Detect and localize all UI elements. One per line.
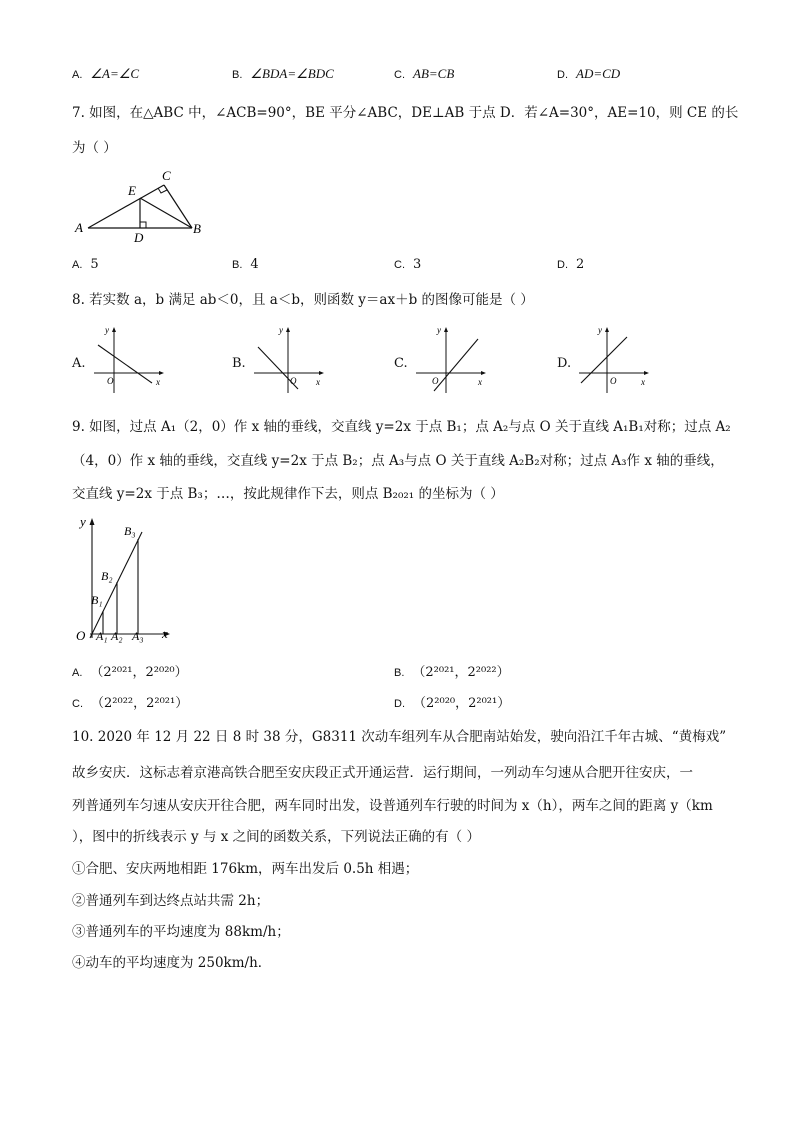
svg-text:x: x bbox=[478, 377, 482, 387]
right-angle-mark-c bbox=[158, 188, 167, 193]
graph-line bbox=[434, 339, 478, 391]
option-label: C. bbox=[394, 69, 405, 81]
q7-text-line1: 7. 如图，在△ABC 中，∠ACB=90°，BE 平分∠ABC，DE⊥AB 于点 D．若∠A=30°，AE=10，则 CE 的长 bbox=[72, 105, 739, 121]
svg-text:x: x bbox=[156, 377, 160, 387]
q9-text-line3: 交直线 y=2x 于点 B₃；…，按此规律作下去，则点 B₂₀₂₁ 的坐标为（ ） bbox=[72, 486, 504, 502]
right-angle-mark-d bbox=[140, 222, 146, 228]
q6-option-b bbox=[232, 66, 334, 82]
option-label: D. bbox=[557, 259, 568, 271]
option-text: ∠BDA=∠BDC bbox=[250, 66, 334, 81]
label-d: D bbox=[134, 230, 144, 245]
q8-option-a-label: A. bbox=[72, 356, 86, 371]
q10-statement-2: ②普通列车到达终点站共需 2h； bbox=[72, 893, 270, 909]
line-y-2x bbox=[90, 532, 142, 638]
label-b1: B₁ bbox=[91, 593, 103, 607]
option-text: （2²⁰²¹，2²⁰²²） bbox=[412, 665, 510, 680]
q8-text-line1: 8. 若实数 a，b 满足 ab＜0，且 a＜b，则函数 y＝ax＋b 的图像可能是（ ） bbox=[72, 292, 534, 308]
option-label: A. bbox=[72, 69, 83, 81]
option-text: 2 bbox=[576, 257, 585, 272]
q9-figure bbox=[70, 510, 180, 650]
q9-option-b bbox=[394, 661, 510, 680]
svg-text:O: O bbox=[610, 376, 617, 386]
q8-graph-b bbox=[250, 323, 330, 395]
option-text: AD=CD bbox=[576, 66, 621, 81]
svg-text:O: O bbox=[432, 376, 439, 386]
svg-text:O: O bbox=[290, 376, 297, 386]
segment-eb bbox=[140, 198, 192, 228]
option-label: C. bbox=[394, 259, 405, 271]
label-y: y bbox=[80, 514, 86, 529]
q7-triangle-figure bbox=[70, 165, 210, 245]
q6-option-c bbox=[394, 66, 454, 82]
q10-statement-3: ③普通列车的平均速度为 88km/h； bbox=[72, 924, 290, 940]
label-o: O bbox=[76, 628, 86, 643]
option-text: （2²⁰²⁰，2²⁰²¹） bbox=[413, 696, 511, 711]
label-x: x bbox=[162, 626, 168, 641]
q10-statement-1: ①合肥、安庆两地相距 176km，两车出发后 0.5h 相遇； bbox=[72, 861, 419, 877]
segment-ac bbox=[88, 185, 164, 228]
option-label: C. bbox=[72, 698, 83, 710]
q10-text-line2: 故乡安庆．这标志着京港高铁合肥至安庆段正式开通运营．运行期间，一列动车匀速从合肥开往安庆，一 bbox=[72, 765, 693, 781]
label-a: A bbox=[75, 220, 83, 235]
option-text: 5 bbox=[90, 257, 99, 272]
label-a3: A₃ bbox=[132, 629, 144, 643]
option-text: AB=CB bbox=[413, 66, 455, 81]
q7-text-line2: 为（ ） bbox=[72, 140, 117, 156]
label-e: E bbox=[128, 183, 136, 198]
option-label: D. bbox=[557, 69, 568, 81]
label-b3: B₃ bbox=[124, 524, 136, 538]
option-text: 4 bbox=[250, 257, 259, 272]
option-text: ∠A=∠C bbox=[90, 66, 140, 81]
label-a2: A₂ bbox=[111, 629, 123, 643]
svg-text:y: y bbox=[279, 325, 283, 335]
option-label: A. bbox=[72, 259, 83, 271]
option-label: D. bbox=[394, 698, 405, 710]
q7-option-b bbox=[232, 257, 259, 272]
q7-option-a bbox=[72, 257, 99, 272]
q8-option-b-label: B. bbox=[232, 356, 246, 371]
y-axis-arrow-icon bbox=[90, 518, 95, 525]
q7-option-c bbox=[394, 257, 421, 272]
q7-option-d bbox=[557, 257, 584, 272]
q9-text-line2: （4，0）作 x 轴的垂线，交直线 y=2x 于点 B₂；点 A₃与点 O 关于直线 A₂B₂对称；过点 A₃作 x 轴的垂线， bbox=[72, 453, 724, 469]
q9-option-c bbox=[72, 692, 188, 711]
option-label: B. bbox=[232, 259, 243, 271]
svg-text:O: O bbox=[107, 376, 114, 386]
q10-statement-4: ④动车的平均速度为 250km/h． bbox=[72, 955, 272, 971]
option-label: B. bbox=[232, 69, 243, 81]
q9-option-a bbox=[72, 661, 188, 680]
svg-text:x: x bbox=[641, 377, 645, 387]
label-a1: A₁ bbox=[96, 629, 108, 643]
option-text: （2²⁰²¹，2²⁰²⁰） bbox=[90, 665, 188, 680]
q10-text-line1: 10. 2020 年 12 月 22 日 8 时 38 分，G8311 次动车组列车从合肥南站始发，驶向沿江千年古城、“黄梅戏” bbox=[72, 729, 727, 745]
q8-graph-a bbox=[90, 323, 170, 395]
q9-option-d bbox=[394, 692, 510, 711]
q10-text-line4: ），图中的折线表示 y 与 x 之间的函数关系，下列说法正确的有（ ） bbox=[72, 829, 480, 845]
segment-cb bbox=[164, 185, 192, 228]
q9-text-line1: 9. 如图，过点 A₁（2，0）作 x 轴的垂线，交直线 y=2x 于点 B₁；点 A₂与点 O 关于直线 A₁B₁对称；过点 A₂ bbox=[72, 419, 731, 435]
graph-line bbox=[581, 337, 627, 383]
q10-text-line3: 列普通列车匀速从安庆开往合肥，两车同时出发，设普通列车行驶的时间为 x（h），两车之间的距离 y（km bbox=[72, 798, 713, 814]
option-label: A. bbox=[72, 667, 83, 679]
option-label: B. bbox=[394, 667, 405, 679]
label-b: B bbox=[193, 221, 201, 236]
q8-option-d-label: D. bbox=[557, 356, 572, 371]
svg-text:y: y bbox=[437, 325, 441, 335]
svg-text:y: y bbox=[598, 325, 602, 335]
option-text: 3 bbox=[413, 257, 422, 272]
q8-option-c-label: C. bbox=[394, 356, 408, 371]
q6-option-d bbox=[557, 66, 620, 82]
label-c: C bbox=[162, 168, 171, 183]
option-text: （2²⁰²²，2²⁰²¹） bbox=[91, 696, 189, 711]
q6-option-a bbox=[72, 66, 139, 82]
label-b2: B₂ bbox=[101, 569, 113, 583]
svg-text:x: x bbox=[316, 377, 320, 387]
q8-graph-c bbox=[412, 323, 492, 395]
q8-graph-d bbox=[575, 323, 655, 395]
svg-text:y: y bbox=[105, 325, 109, 335]
